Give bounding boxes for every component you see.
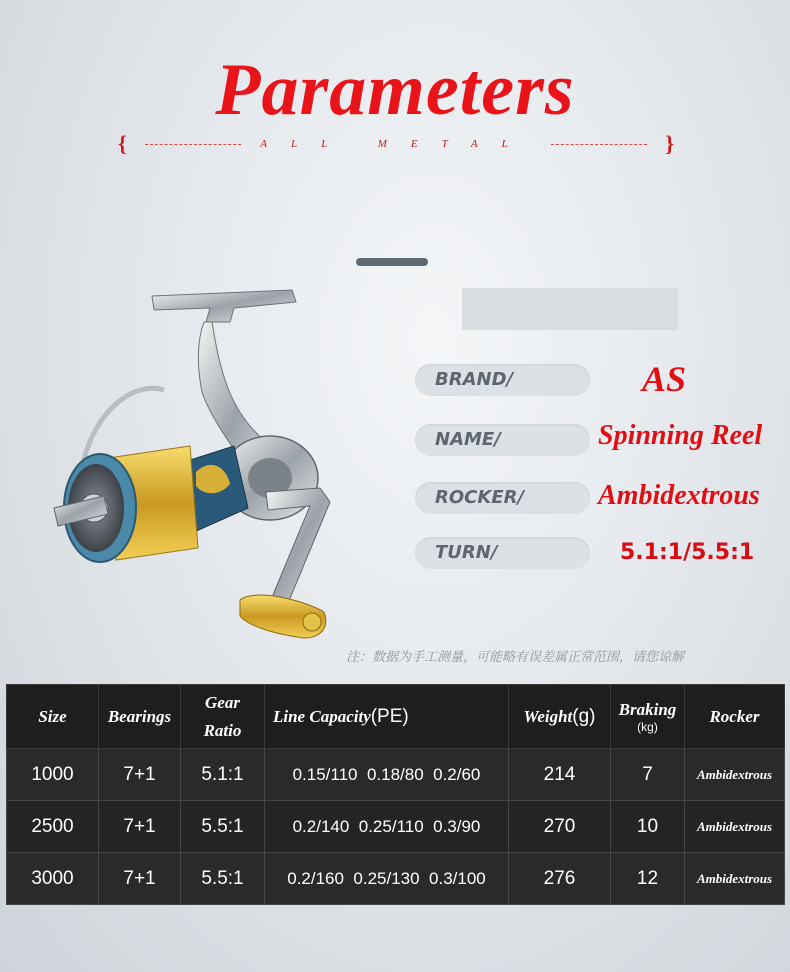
table-row (7, 801, 785, 853)
header-braking-unit: (kg) (637, 719, 658, 734)
cell-line-capacity: 0.15/110 0.18/80 0.2/60 (265, 749, 509, 801)
header-rocker: Rocker (685, 685, 785, 749)
left-brace: { (118, 131, 127, 156)
header-weight-unit: (g) (572, 705, 596, 727)
cell-weight: 214 (509, 749, 611, 801)
cell-weight: 270 (509, 801, 611, 853)
cell-line-capacity: 0.2/140 0.25/110 0.3/90 (265, 801, 509, 853)
spec-label-name: NAME/ (415, 424, 590, 456)
cell-braking: 12 (611, 853, 685, 905)
header-braking-label: Braking (618, 699, 677, 719)
cell-gear-ratio: 5.1:1 (181, 749, 265, 801)
spec-value-turn: 5.1:1/5.5:1 (620, 540, 755, 565)
parameters-table (6, 684, 785, 905)
right-brace: } (665, 131, 674, 156)
cell-braking: 10 (611, 801, 685, 853)
cell-size: 3000 (7, 853, 99, 905)
decorative-bar (356, 258, 428, 266)
table-header-row (7, 685, 785, 749)
table-row (7, 853, 785, 905)
left-dash-divider (145, 144, 241, 145)
spinning-reel-image (34, 282, 354, 652)
spec-label-rocker: ROCKER/ (415, 482, 590, 514)
cell-rocker: Ambidextrous (685, 749, 785, 801)
header-line-capacity-unit: (PE) (370, 705, 409, 727)
header-gear-ratio (181, 685, 265, 749)
cell-bearings: 7+1 (99, 853, 181, 905)
cell-rocker: Ambidextrous (685, 801, 785, 853)
cell-bearings: 7+1 (99, 749, 181, 801)
header-gear-ratio-line1: Gear (205, 692, 240, 712)
header-weight (509, 685, 611, 749)
header-weight-label: Weight (523, 706, 573, 726)
cell-line-capacity: 0.2/160 0.25/130 0.3/100 (265, 853, 509, 905)
measurement-note: 注：数据为手工测量，可能略有误差属正常范围，请您谅解 (346, 649, 685, 664)
cell-bearings: 7+1 (99, 801, 181, 853)
spec-value-name: Spinning Reel (598, 420, 763, 451)
right-dash-divider (551, 144, 647, 145)
subtitle-row (118, 132, 674, 156)
page-title: Parameters (215, 49, 575, 131)
header-size: Size (7, 685, 99, 749)
cell-size: 1000 (7, 749, 99, 801)
header-line-capacity (265, 685, 509, 749)
header-bearings: Bearings (99, 685, 181, 749)
cell-gear-ratio: 5.5:1 (181, 801, 265, 853)
spec-value-brand: AS (642, 359, 687, 399)
cell-size: 2500 (7, 801, 99, 853)
cell-weight: 276 (509, 853, 611, 905)
header-braking (611, 685, 685, 749)
cell-gear-ratio: 5.5:1 (181, 853, 265, 905)
header-line-capacity-label: Line Capacity (273, 706, 371, 726)
table-row (7, 749, 785, 801)
spec-label-brand: BRAND/ (415, 364, 590, 396)
cell-rocker: Ambidextrous (685, 853, 785, 905)
spec-value-rocker: Ambidextrous (598, 480, 760, 511)
header-gear-ratio-line2: Ratio (203, 720, 242, 740)
spec-label-turn: TURN/ (415, 537, 590, 569)
decorative-panel (462, 288, 678, 330)
cell-braking: 7 (611, 749, 685, 801)
subtitle: ALL METAL (260, 138, 532, 150)
